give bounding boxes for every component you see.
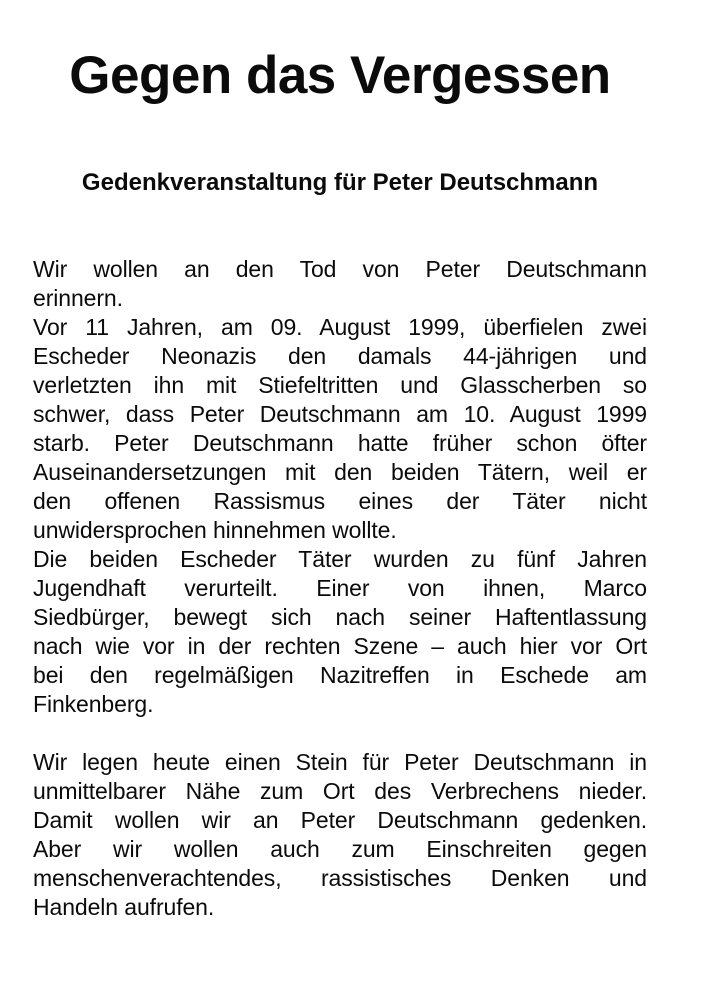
body-line: Die beiden Escheder Täter wurden zu fünf Jahren [33, 546, 647, 572]
body-line: Vor 11 Jahren, am 09. August 1999, überfielen zwei [33, 314, 647, 340]
body-line: Handeln aufrufen. [33, 894, 215, 920]
document-title: Gegen das Vergessen [69, 46, 611, 105]
body-line: bei den regelmäßigen Nazitreffen in Eschede am [33, 662, 647, 688]
body-line: den offenen Rassismus eines der Täter nicht [33, 488, 647, 514]
body-line: nach wie vor in der rechten Szene – auch hier vor Ort [33, 633, 647, 659]
body-paragraph [33, 255, 647, 313]
body-line: unwidersprochen hinnehmen wollte. [33, 517, 397, 543]
body-line: Wir legen heute einen Stein für Peter Deutschmann in [33, 749, 647, 775]
body-line: schwer, dass Peter Deutschmann am 10. August 1999 [33, 401, 647, 427]
paragraph-spacer [33, 719, 647, 748]
body-line: Damit wollen wir an Peter Deutschmann gedenken. [33, 807, 647, 833]
body-line: Finkenberg. [33, 691, 154, 717]
body-line: Escheder Neonazis den damals 44-jährigen und [33, 343, 647, 369]
body-paragraph [33, 313, 647, 545]
document-subtitle: Gedenkveranstaltung für Peter Deutschmann [81, 169, 599, 196]
body-line: erinnern. [33, 285, 123, 311]
document-body [33, 255, 647, 922]
body-line: verletzten ihn mit Stiefeltritten und Glasscherben so [33, 372, 647, 398]
body-paragraph [33, 545, 647, 719]
body-paragraph [33, 748, 647, 922]
body-line: Aber wir wollen auch zum Einschreiten gegen [33, 836, 647, 862]
body-line: Siedbürger, bewegt sich nach seiner Haftentlassung [33, 604, 647, 630]
body-line: Wir wollen an den Tod von Peter Deutschmann [33, 256, 647, 282]
body-line: starb. Peter Deutschmann hatte früher schon öfter [33, 430, 647, 456]
body-line: Auseinandersetzungen mit den beiden Tätern, weil er [33, 459, 647, 485]
body-line: unmittelbarer Nähe zum Ort des Verbrechens nieder. [33, 778, 647, 804]
body-line: menschenverachtendes, rassistisches Denken und [33, 865, 647, 891]
body-line: Jugendhaft verurteilt. Einer von ihnen, Marco [33, 575, 647, 601]
